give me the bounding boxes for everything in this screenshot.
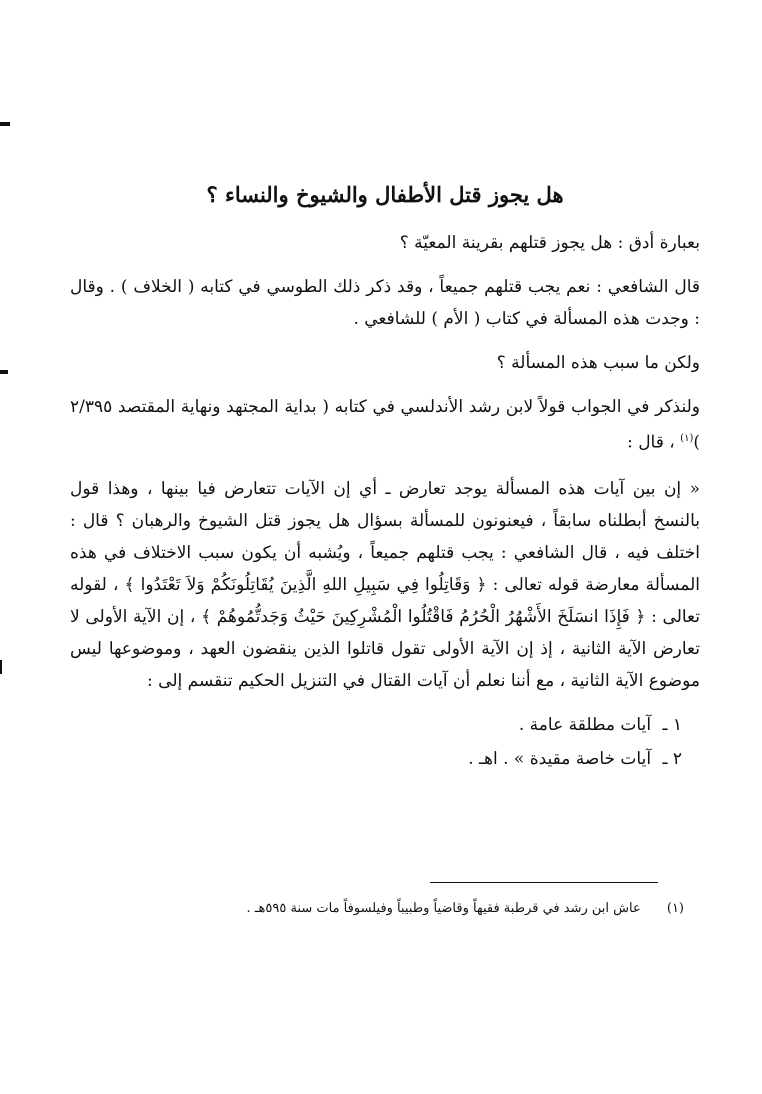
list-text: آيات خاصة مقيدة » . اهـ . xyxy=(468,748,652,769)
paragraph-question: بعبارة أدق : هل يجوز قتلهم بقرينة المعيّة ؟ xyxy=(399,233,700,253)
footnote-ref: (١) xyxy=(680,433,694,444)
list-item xyxy=(70,743,682,775)
paragraph-shafii: قال الشافعي : نعم يجب قتلهم جميعاً ، وقد ذكر ذلك الطوسي في كتابه ( الخلاف ) . وقال : وجدت هذه المسألة في كتاب ( الأم ) للشافعي . xyxy=(70,277,700,329)
page-body xyxy=(70,170,700,777)
paragraph-ibn-rushd-tail: ، قال : xyxy=(627,432,681,453)
footnote-marker: (١) xyxy=(666,901,684,916)
footnote-divider xyxy=(430,882,658,883)
footnote xyxy=(160,898,684,920)
paragraph-ibn-rushd xyxy=(70,391,700,459)
section-title: هل يجوز قتل الأطفال والشيوخ والنساء ؟ xyxy=(206,182,564,207)
list-number: ١ ـ xyxy=(662,714,682,735)
paragraph-ibn-rushd-text: ولنذكر في الجواب قولاً لابن رشد الأندلسي في كتابه ( بداية المجتهد ونهاية المقتصد ٢/٣٩٥ ) xyxy=(70,397,700,453)
page-edge-mark xyxy=(0,660,2,674)
list-number: ٢ ـ xyxy=(662,748,682,769)
quotation-block: « إن بين آيات هذه المسألة يوجد تعارض ـ أي إن الآيات تتعارض فيا بينها ، وهذا قول بالنسخ أبطلناه سابقاً ، فيعنونون للمسألة بسؤال هل يجوز قتل الشيوخ والرهبان ؟ قال : اختلف فيه ، قال الشافعي : يجب قتلهم جميعاً ، ويُشبه أن يكون سبب الاختلاف في هذه المسألة معارضة قوله تعالى : ﴿ وَقَاتِلُوا فِي سَبِيلِ اللهِ الَّذِينَ يُقَاتِلُونَكُمْ وَلاَ تَعْتَدُوا ﴾ ، لقوله تعالى : ﴿ فَإِذَا انسَلَخَ الأَشْهُرُ الْحُرُمُ فَاقْتُلُوا الْمُشْرِكِينَ حَيْثُ وَجَدتُّمُوهُمْ ﴾ ، إن الآية الأولى لا تعارض الآية الثانية ، إذ إن الآية الأولى تقول قاتلوا الذين ينقضون العهد ، وموضوعها ليس موضوع الآية الثانية ، مع أننا نعلم أن آيات القتال في التنزيل الحكيم تنقسم إلى : xyxy=(70,478,700,691)
paragraph-reason: ولكن ما سبب هذه المسألة ؟ xyxy=(496,353,700,373)
page-edge-mark xyxy=(0,370,8,374)
footnote-text: عاش ابن رشد في قرطبة فقيهاً وقاضياً وطبيباً وفيلسوفاً مات سنة ٥٩٥هـ . xyxy=(246,901,641,916)
list-item xyxy=(70,709,682,741)
list-text: آيات مطلقة عامة . xyxy=(518,714,652,735)
page-edge-mark xyxy=(0,122,10,126)
